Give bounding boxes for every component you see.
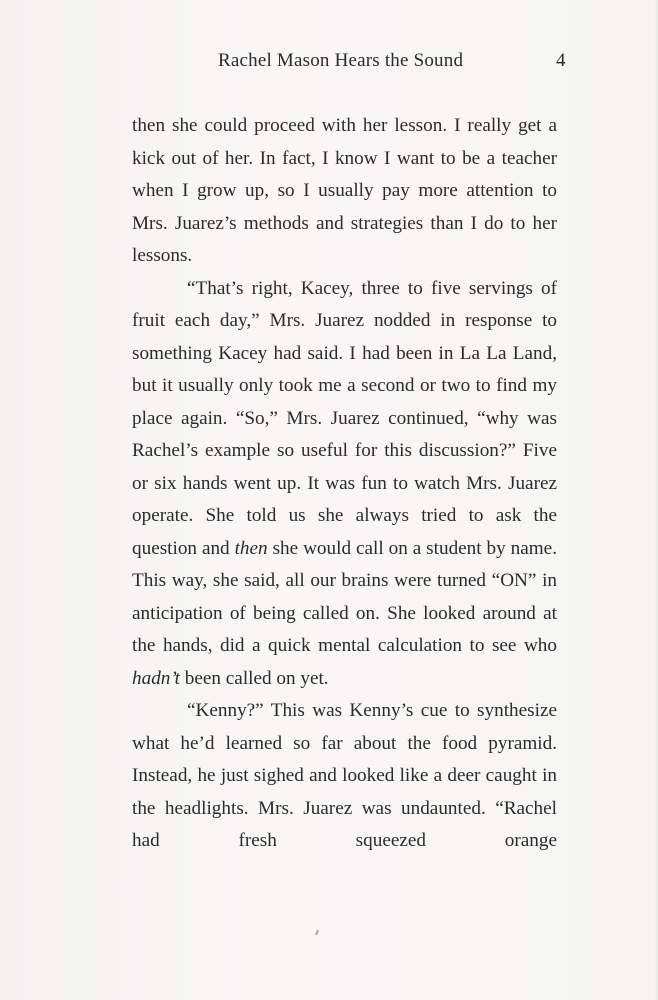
- paragraph-2: [132, 273, 557, 696]
- page-header: [0, 50, 658, 80]
- page-edge-shadow: [654, 0, 658, 1000]
- body-text: [132, 110, 557, 858]
- paragraph-3: “Kenny?” This was Kenny’s cue to synthesize what he’d learned so far about the food pyramid. Instead, he just sighed and looked like a deer caught in the headlights. Mrs. Juarez was undaunted. “Rachel had fresh squeezed orange: [132, 700, 557, 851]
- paragraph-2-part-a: “That’s right, Kacey, three to five servings of fruit each day,” Mrs. Juarez nodded in response to something Kacey had said. I had been in La La Land, but it usually only took me a second or two to find my place again. “So,” Mrs. Juarez continued, “why was Rachel’s example so useful for this discussion?” Five or six hands went up. It was fun to watch Mrs. Juarez operate. She told us she always tried to ask the question and: [132, 277, 557, 559]
- page-number: 4: [556, 50, 566, 71]
- paragraph-1: then she could proceed with her lesson. I really get a kick out of her. In fact, I know I want to be a teacher when I grow up, so I usually pay more attention to Mrs. Juarez’s methods and strategies than I do to her lessons.: [132, 115, 557, 266]
- emphasis-hadnt: hadn’t: [132, 667, 180, 689]
- emphasis-then: then: [234, 537, 268, 559]
- running-title: Rachel Mason Hears the Sound: [218, 50, 464, 71]
- paper-speck: [315, 930, 319, 935]
- paragraph-2-part-c: she would call on a student by name. This way, she said, all our brains were turned “ON” in anticipation of being called on. She looked around at the hands, did a quick mental calculation to see who: [132, 537, 557, 656]
- paragraph-2-part-e: been called on yet.: [179, 667, 329, 689]
